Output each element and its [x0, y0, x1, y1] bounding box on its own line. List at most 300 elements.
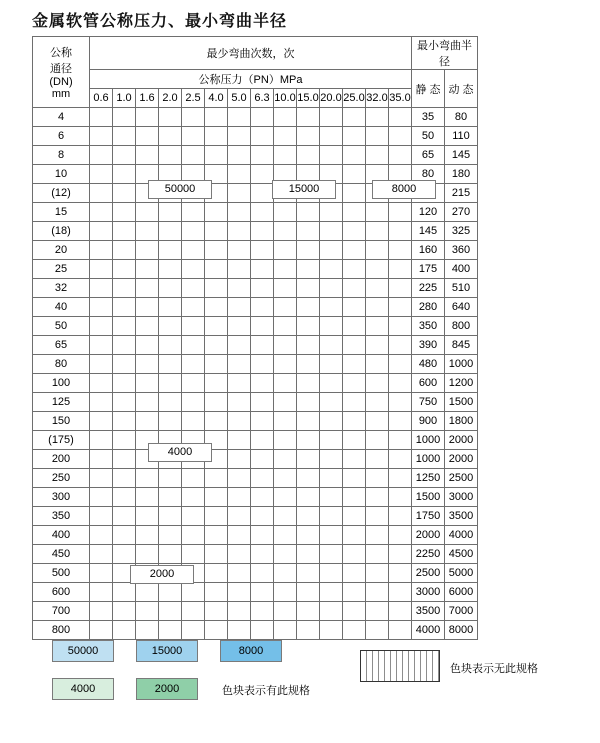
spec-cell-r0-c11 — [343, 108, 366, 127]
spec-cell-r22-c7 — [251, 526, 274, 545]
spec-cell-r10-c0 — [90, 298, 113, 317]
spec-cell-r23-c11 — [343, 545, 366, 564]
spec-cell-r22-c12 — [366, 526, 389, 545]
spec-cell-r16-c10 — [320, 412, 343, 431]
dynamic-radius-value: 400 — [445, 260, 478, 279]
spec-cell-r7-c1 — [113, 241, 136, 260]
spec-cell-r1-c4 — [182, 127, 205, 146]
dynamic-radius-value: 2000 — [445, 431, 478, 450]
spec-cell-r12-c5 — [205, 336, 228, 355]
spec-cell-r4-c11 — [343, 184, 366, 203]
spec-cell-r7-c2 — [136, 241, 159, 260]
spec-cell-r5-c11 — [343, 203, 366, 222]
static-radius-value: 390 — [412, 336, 445, 355]
spec-cell-r21-c2 — [136, 507, 159, 526]
spec-cell-r15-c11 — [343, 393, 366, 412]
dn-value: 32 — [33, 279, 90, 298]
spec-cell-r15-c3 — [159, 393, 182, 412]
spec-cell-r9-c7 — [251, 279, 274, 298]
legend-item-4000 — [52, 678, 114, 700]
dn-value: 400 — [33, 526, 90, 545]
legend-swatch-15000: 15000 — [136, 640, 198, 662]
spec-cell-r23-c6 — [228, 545, 251, 564]
spec-cell-r16-c4 — [182, 412, 205, 431]
spec-cell-r14-c13 — [389, 374, 412, 393]
spec-cell-r16-c1 — [113, 412, 136, 431]
spec-cell-r22-c10 — [320, 526, 343, 545]
spec-cell-r11-c2 — [136, 317, 159, 336]
spec-cell-r23-c12 — [366, 545, 389, 564]
spec-cell-r13-c7 — [251, 355, 274, 374]
spec-cell-r0-c12 — [366, 108, 389, 127]
pressure-col-header-10: 20.0 — [320, 89, 343, 108]
spec-cell-r16-c9 — [297, 412, 320, 431]
table-row — [33, 355, 478, 374]
spec-cell-r16-c5 — [205, 412, 228, 431]
spec-cell-r2-c11 — [343, 146, 366, 165]
spec-cell-r1-c0 — [90, 127, 113, 146]
spec-cell-r13-c3 — [159, 355, 182, 374]
static-radius-value: 3000 — [412, 583, 445, 602]
legend-item-50000 — [52, 640, 114, 662]
spec-cell-r1-c10 — [320, 127, 343, 146]
table-header — [33, 37, 478, 108]
pressure-col-header-3: 2.0 — [159, 89, 182, 108]
legend-swatch-2000: 2000 — [136, 678, 198, 700]
dynamic-radius-value: 7000 — [445, 602, 478, 621]
spec-cell-r7-c3 — [159, 241, 182, 260]
spec-cell-r26-c6 — [228, 602, 251, 621]
dn-value: 250 — [33, 469, 90, 488]
dynamic-radius-value: 510 — [445, 279, 478, 298]
spec-cell-r24-c10 — [320, 564, 343, 583]
legend-item-15000 — [136, 640, 198, 662]
spec-cell-r26-c5 — [205, 602, 228, 621]
spec-cell-r25-c5 — [205, 583, 228, 602]
spec-cell-r22-c1 — [113, 526, 136, 545]
spec-cell-r0-c0 — [90, 108, 113, 127]
spec-cell-r13-c9 — [297, 355, 320, 374]
spec-cell-r19-c7 — [251, 469, 274, 488]
table-row — [33, 203, 478, 222]
table-row — [33, 583, 478, 602]
bend-count-header: 最少弯曲次数，次 — [90, 37, 412, 70]
dn-value: (175) — [33, 431, 90, 450]
spec-cell-r5-c13 — [389, 203, 412, 222]
dynamic-radius-value: 145 — [445, 146, 478, 165]
dynamic-radius-value: 110 — [445, 127, 478, 146]
spec-cell-r8-c12 — [366, 260, 389, 279]
dynamic-radius-value: 800 — [445, 317, 478, 336]
dn-value: 800 — [33, 621, 90, 640]
spec-cell-r23-c1 — [113, 545, 136, 564]
spec-cell-r23-c0 — [90, 545, 113, 564]
spec-cell-r17-c7 — [251, 431, 274, 450]
spec-cell-r12-c7 — [251, 336, 274, 355]
pressure-col-header-1: 1.0 — [113, 89, 136, 108]
overlay-label-50000: 50000 — [148, 180, 212, 199]
spec-cell-r24-c0 — [90, 564, 113, 583]
spec-cell-r14-c9 — [297, 374, 320, 393]
spec-cell-r25-c0 — [90, 583, 113, 602]
spec-cell-r10-c6 — [228, 298, 251, 317]
spec-cell-r20-c11 — [343, 488, 366, 507]
spec-cell-r14-c2 — [136, 374, 159, 393]
spec-cell-r13-c12 — [366, 355, 389, 374]
spec-cell-r26-c0 — [90, 602, 113, 621]
spec-cell-r13-c10 — [320, 355, 343, 374]
dynamic-radius-value: 360 — [445, 241, 478, 260]
dn-value: 10 — [33, 165, 90, 184]
spec-cell-r15-c0 — [90, 393, 113, 412]
spec-cell-r15-c13 — [389, 393, 412, 412]
spec-cell-r0-c5 — [205, 108, 228, 127]
spec-cell-r22-c11 — [343, 526, 366, 545]
spec-cell-r1-c8 — [274, 127, 297, 146]
dn-line-2: 通径 — [50, 63, 72, 75]
spec-cell-r12-c0 — [90, 336, 113, 355]
spec-cell-r2-c12 — [366, 146, 389, 165]
spec-cell-r23-c7 — [251, 545, 274, 564]
spec-cell-r6-c0 — [90, 222, 113, 241]
spec-cell-r11-c12 — [366, 317, 389, 336]
spec-cell-r0-c10 — [320, 108, 343, 127]
spec-cell-r6-c4 — [182, 222, 205, 241]
spec-cell-r11-c9 — [297, 317, 320, 336]
spec-cell-r1-c6 — [228, 127, 251, 146]
spec-cell-r6-c11 — [343, 222, 366, 241]
spec-cell-r0-c1 — [113, 108, 136, 127]
spec-cell-r6-c7 — [251, 222, 274, 241]
spec-cell-r21-c6 — [228, 507, 251, 526]
spec-cell-r9-c0 — [90, 279, 113, 298]
spec-cell-r2-c5 — [205, 146, 228, 165]
spec-cell-r11-c8 — [274, 317, 297, 336]
spec-cell-r26-c7 — [251, 602, 274, 621]
spec-cell-r8-c4 — [182, 260, 205, 279]
spec-cell-r19-c8 — [274, 469, 297, 488]
spec-cell-r1-c3 — [159, 127, 182, 146]
spec-cell-r20-c7 — [251, 488, 274, 507]
spec-cell-r25-c12 — [366, 583, 389, 602]
pressure-col-header-8: 10.0 — [274, 89, 297, 108]
spec-cell-r19-c5 — [205, 469, 228, 488]
static-radius-value: 350 — [412, 317, 445, 336]
spec-cell-r24-c8 — [274, 564, 297, 583]
spec-cell-r15-c4 — [182, 393, 205, 412]
spec-cell-r13-c1 — [113, 355, 136, 374]
spec-cell-r12-c11 — [343, 336, 366, 355]
spec-cell-r11-c10 — [320, 317, 343, 336]
spec-cell-r12-c13 — [389, 336, 412, 355]
spec-cell-r21-c12 — [366, 507, 389, 526]
legend-item-2000 — [136, 678, 198, 700]
spec-cell-r1-c2 — [136, 127, 159, 146]
spec-cell-r17-c6 — [228, 431, 251, 450]
table-row — [33, 526, 478, 545]
spec-cell-r7-c10 — [320, 241, 343, 260]
pressure-col-header-4: 2.5 — [182, 89, 205, 108]
table-row — [33, 241, 478, 260]
spec-cell-r15-c8 — [274, 393, 297, 412]
spec-table — [32, 36, 478, 640]
spec-cell-r13-c5 — [205, 355, 228, 374]
dynamic-radius-value: 8000 — [445, 621, 478, 640]
spec-cell-r25-c3 — [159, 583, 182, 602]
spec-cell-r20-c9 — [297, 488, 320, 507]
table-row — [33, 488, 478, 507]
spec-cell-r14-c3 — [159, 374, 182, 393]
spec-cell-r22-c2 — [136, 526, 159, 545]
spec-cell-r14-c12 — [366, 374, 389, 393]
spec-cell-r21-c13 — [389, 507, 412, 526]
spec-cell-r20-c13 — [389, 488, 412, 507]
static-radius-value: 160 — [412, 241, 445, 260]
spec-cell-r16-c12 — [366, 412, 389, 431]
spec-cell-r23-c8 — [274, 545, 297, 564]
spec-cell-r9-c6 — [228, 279, 251, 298]
static-radius-value: 225 — [412, 279, 445, 298]
spec-cell-r20-c2 — [136, 488, 159, 507]
spec-cell-r26-c4 — [182, 602, 205, 621]
table-row — [33, 469, 478, 488]
table-row — [33, 146, 478, 165]
table-row — [33, 602, 478, 621]
spec-cell-r21-c0 — [90, 507, 113, 526]
spec-cell-r23-c9 — [297, 545, 320, 564]
static-radius-value: 2500 — [412, 564, 445, 583]
spec-cell-r22-c0 — [90, 526, 113, 545]
static-radius-value: 1250 — [412, 469, 445, 488]
spec-cell-r6-c6 — [228, 222, 251, 241]
dynamic-radius-value: 4500 — [445, 545, 478, 564]
spec-cell-r21-c10 — [320, 507, 343, 526]
dn-value: 40 — [33, 298, 90, 317]
pressure-col-header-6: 5.0 — [228, 89, 251, 108]
legend-swatch-50000: 50000 — [52, 640, 114, 662]
spec-cell-r19-c11 — [343, 469, 366, 488]
pressure-col-header-2: 1.6 — [136, 89, 159, 108]
table-row — [33, 298, 478, 317]
spec-cell-r9-c11 — [343, 279, 366, 298]
spec-cell-r22-c6 — [228, 526, 251, 545]
spec-cell-r2-c9 — [297, 146, 320, 165]
spec-cell-r5-c10 — [320, 203, 343, 222]
spec-cell-r7-c9 — [297, 241, 320, 260]
spec-cell-r13-c0 — [90, 355, 113, 374]
spec-cell-r7-c13 — [389, 241, 412, 260]
spec-cell-r17-c13 — [389, 431, 412, 450]
spec-cell-r6-c8 — [274, 222, 297, 241]
static-radius-value: 900 — [412, 412, 445, 431]
legend-swatch-8000: 8000 — [220, 640, 282, 662]
spec-cell-r17-c8 — [274, 431, 297, 450]
dn-value: 300 — [33, 488, 90, 507]
page-title: 金属软管公称压力、最小弯曲半径 — [32, 13, 288, 30]
spec-cell-r4-c1 — [113, 184, 136, 203]
static-radius-value: 35 — [412, 108, 445, 127]
spec-cell-r24-c12 — [366, 564, 389, 583]
spec-cell-r20-c8 — [274, 488, 297, 507]
spec-cell-r26-c3 — [159, 602, 182, 621]
spec-cell-r12-c3 — [159, 336, 182, 355]
spec-cell-r22-c3 — [159, 526, 182, 545]
spec-cell-r3-c6 — [228, 165, 251, 184]
spec-cell-r21-c1 — [113, 507, 136, 526]
dynamic-radius-value: 2000 — [445, 450, 478, 469]
spec-cell-r25-c10 — [320, 583, 343, 602]
dn-value: (12) — [33, 184, 90, 203]
static-radius-value: 145 — [412, 222, 445, 241]
overlay-label-2000: 2000 — [130, 565, 194, 584]
spec-cell-r5-c0 — [90, 203, 113, 222]
spec-cell-r18-c12 — [366, 450, 389, 469]
spec-cell-r10-c9 — [297, 298, 320, 317]
spec-cell-r8-c0 — [90, 260, 113, 279]
spec-cell-r8-c13 — [389, 260, 412, 279]
dn-line-4: mm — [51, 88, 71, 100]
spec-cell-r14-c1 — [113, 374, 136, 393]
dn-value: 450 — [33, 545, 90, 564]
spec-cell-r18-c10 — [320, 450, 343, 469]
spec-cell-r0-c8 — [274, 108, 297, 127]
spec-cell-r1-c7 — [251, 127, 274, 146]
legend-item-8000 — [220, 640, 282, 662]
spec-cell-r9-c10 — [320, 279, 343, 298]
spec-cell-r13-c11 — [343, 355, 366, 374]
spec-cell-r25-c7 — [251, 583, 274, 602]
min-radius-header: 最小弯曲半径 — [412, 37, 478, 70]
spec-cell-r12-c10 — [320, 336, 343, 355]
spec-cell-r5-c5 — [205, 203, 228, 222]
spec-cell-r8-c1 — [113, 260, 136, 279]
dynamic-header: 动 态 — [445, 70, 478, 108]
overlay-label-8000: 8000 — [372, 180, 436, 199]
spec-cell-r18-c0 — [90, 450, 113, 469]
spec-cell-r12-c1 — [113, 336, 136, 355]
spec-cell-r14-c11 — [343, 374, 366, 393]
spec-cell-r6-c3 — [159, 222, 182, 241]
spec-cell-r9-c9 — [297, 279, 320, 298]
spec-cell-r2-c1 — [113, 146, 136, 165]
dynamic-radius-value: 180 — [445, 165, 478, 184]
spec-cell-r14-c6 — [228, 374, 251, 393]
legend — [32, 636, 568, 726]
spec-cell-r24-c6 — [228, 564, 251, 583]
table-row — [33, 260, 478, 279]
spec-cell-r13-c8 — [274, 355, 297, 374]
dynamic-radius-value: 2500 — [445, 469, 478, 488]
spec-cell-r1-c11 — [343, 127, 366, 146]
dn-line-3: (DN) — [49, 76, 73, 88]
spec-cell-r12-c4 — [182, 336, 205, 355]
dynamic-radius-value: 5000 — [445, 564, 478, 583]
static-radius-value: 1000 — [412, 450, 445, 469]
spec-cell-r19-c12 — [366, 469, 389, 488]
dynamic-radius-value: 1000 — [445, 355, 478, 374]
spec-cell-r21-c5 — [205, 507, 228, 526]
dn-value: 6 — [33, 127, 90, 146]
dn-value: 80 — [33, 355, 90, 374]
spec-cell-r10-c4 — [182, 298, 205, 317]
spec-cell-r0-c3 — [159, 108, 182, 127]
spec-cell-r5-c6 — [228, 203, 251, 222]
spec-cell-r21-c8 — [274, 507, 297, 526]
spec-cell-r8-c3 — [159, 260, 182, 279]
spec-cell-r13-c6 — [228, 355, 251, 374]
spec-cell-r7-c0 — [90, 241, 113, 260]
legend-color-note: 色块表示有此规格 — [222, 685, 310, 697]
spec-cell-r2-c3 — [159, 146, 182, 165]
spec-cell-r20-c4 — [182, 488, 205, 507]
table-row — [33, 412, 478, 431]
spec-cell-r18-c1 — [113, 450, 136, 469]
dn-value: 350 — [33, 507, 90, 526]
spec-cell-r21-c4 — [182, 507, 205, 526]
spec-cell-r26-c10 — [320, 602, 343, 621]
spec-cell-r4-c0 — [90, 184, 113, 203]
spec-cell-r13-c4 — [182, 355, 205, 374]
spec-cell-r13-c2 — [136, 355, 159, 374]
dn-line-1: 公称 — [50, 47, 72, 59]
spec-cell-r8-c8 — [274, 260, 297, 279]
spec-cell-r14-c4 — [182, 374, 205, 393]
spec-cell-r11-c4 — [182, 317, 205, 336]
dn-value: 50 — [33, 317, 90, 336]
spec-cell-r12-c8 — [274, 336, 297, 355]
spec-cell-r1-c1 — [113, 127, 136, 146]
spec-cell-r0-c4 — [182, 108, 205, 127]
spec-cell-r2-c4 — [182, 146, 205, 165]
static-radius-value: 175 — [412, 260, 445, 279]
spec-cell-r23-c3 — [159, 545, 182, 564]
spec-cell-r3-c1 — [113, 165, 136, 184]
spec-cell-r14-c5 — [205, 374, 228, 393]
spec-cell-r3-c7 — [251, 165, 274, 184]
table-row — [33, 108, 478, 127]
spec-cell-r18-c11 — [343, 450, 366, 469]
dn-value: 100 — [33, 374, 90, 393]
spec-cell-r6-c9 — [297, 222, 320, 241]
dn-value: 200 — [33, 450, 90, 469]
spec-cell-r15-c12 — [366, 393, 389, 412]
spec-cell-r26-c1 — [113, 602, 136, 621]
spec-cell-r22-c5 — [205, 526, 228, 545]
table-row — [33, 564, 478, 583]
dn-value: 125 — [33, 393, 90, 412]
spec-cell-r1-c12 — [366, 127, 389, 146]
dynamic-radius-value: 325 — [445, 222, 478, 241]
static-radius-value: 2250 — [412, 545, 445, 564]
spec-cell-r2-c13 — [389, 146, 412, 165]
spec-cell-r17-c10 — [320, 431, 343, 450]
table-row — [33, 545, 478, 564]
table-row — [33, 374, 478, 393]
spec-cell-r6-c10 — [320, 222, 343, 241]
dn-value: (18) — [33, 222, 90, 241]
spec-cell-r19-c2 — [136, 469, 159, 488]
dynamic-radius-value: 80 — [445, 108, 478, 127]
spec-cell-r25-c8 — [274, 583, 297, 602]
static-radius-value: 600 — [412, 374, 445, 393]
spec-cell-r0-c7 — [251, 108, 274, 127]
overlay-label-4000: 4000 — [148, 443, 212, 462]
spec-cell-r15-c5 — [205, 393, 228, 412]
spec-cell-r12-c6 — [228, 336, 251, 355]
dynamic-radius-value: 1500 — [445, 393, 478, 412]
spec-cell-r6-c12 — [366, 222, 389, 241]
table-row — [33, 393, 478, 412]
